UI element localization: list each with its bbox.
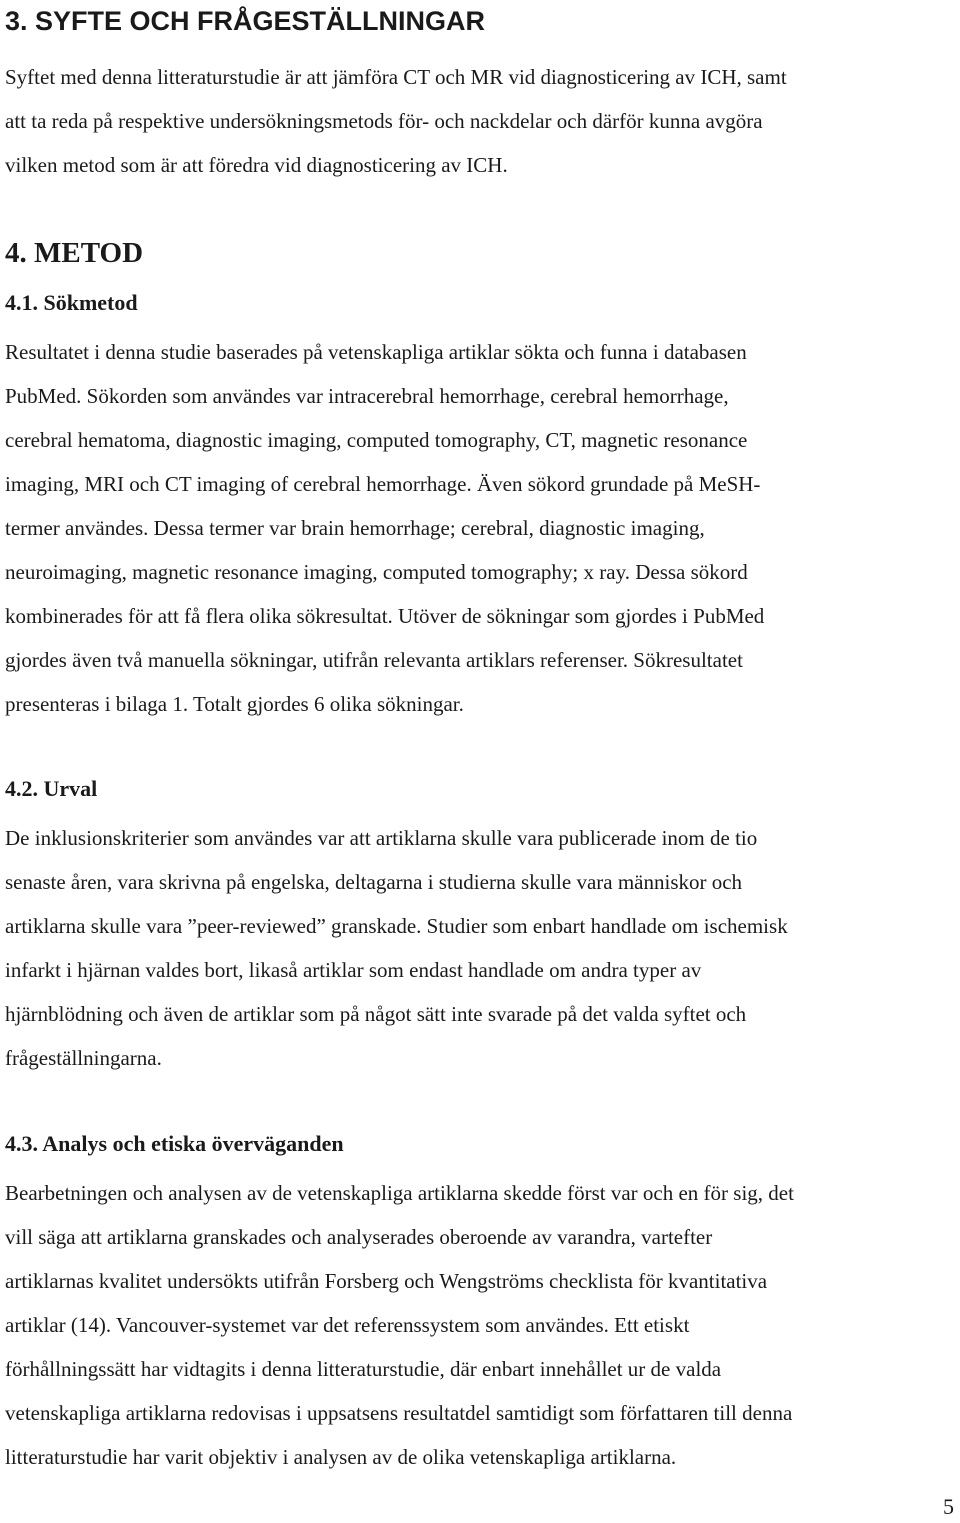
section-4-heading: 4. METOD — [5, 237, 144, 269]
paragraph-line: vetenskapliga artiklarna redovisas i uppsatsens resultatdel samtidigt som författaren till denna — [5, 1401, 793, 1425]
section-3-paragraph — [5, 55, 955, 187]
section-4-1-paragraph — [5, 330, 955, 726]
paragraph-line: PubMed. Sökorden som användes var intracerebral hemorrhage, cerebral hemorrhage, — [5, 384, 729, 408]
paragraph-line: artiklarnas kvalitet undersökts utifrån Forsberg och Wengströms checklista för kvantitativa — [5, 1269, 768, 1293]
paragraph-line: imaging, MRI och CT imaging of cerebral hemorrhage. Även sökord grundade på MeSH- — [5, 472, 761, 496]
paragraph-line: senaste åren, vara skrivna på engelska, deltagarna i studierna skulle vara människor och — [5, 870, 743, 894]
paragraph-line: termer användes. Dessa termer var brain hemorrhage; cerebral, diagnostic imaging, — [5, 516, 705, 540]
paragraph-line: cerebral hematoma, diagnostic imaging, computed tomography, CT, magnetic resonance — [5, 428, 748, 452]
section-4-3-paragraph — [5, 1171, 955, 1479]
paragraph-line: Syftet med denna litteraturstudie är att jämföra CT och MR vid diagnosticering av ICH, samt — [5, 65, 787, 89]
paragraph-line: Bearbetningen och analysen av de vetenskapliga artiklarna skedde först var och en för sig, det — [5, 1181, 794, 1205]
paragraph-line: kombinerades för att få flera olika sökresultat. Utöver de sökningar som gjordes i PubMed — [5, 604, 765, 628]
paragraph-line: infarkt i hjärnan valdes bort, likaså artiklar som endast handlade om andra typer av — [5, 958, 702, 982]
section-4-3-heading: 4.3. Analys och etiska överväganden — [5, 1131, 344, 1156]
paragraph-line: neuroimaging, magnetic resonance imaging, computed tomography; x ray. Dessa sökord — [5, 560, 748, 584]
paragraph-line: vilken metod som är att föredra vid diagnosticering av ICH. — [5, 153, 508, 177]
paragraph-line: artiklarna skulle vara ”peer-reviewed” granskade. Studier som enbart handlade om ischemisk — [5, 914, 788, 938]
paragraph-line: förhållningssätt har vidtagits i denna litteraturstudie, där enbart innehållet ur de valda — [5, 1357, 722, 1381]
paragraph-line: vill säga att artiklarna granskades och analyserades oberoende av varandra, vartefter — [5, 1225, 713, 1249]
paragraph-line: att ta reda på respektive undersökningsmetods för- och nackdelar och därför kunna avgöra — [5, 109, 763, 133]
section-4-2-heading: 4.2. Urval — [5, 776, 98, 801]
section-4-2-paragraph — [5, 816, 955, 1080]
paragraph-line: hjärnblödning och även de artiklar som på något sätt inte svarade på det valda syftet och — [5, 1002, 747, 1026]
paragraph-line: litteraturstudie har varit objektiv i analysen av de olika vetenskapliga artiklarna. — [5, 1445, 677, 1469]
page-number: 5 — [943, 1494, 954, 1519]
paragraph-line: Resultatet i denna studie baserades på vetenskapliga artiklar sökta och funna i databasen — [5, 340, 747, 364]
paragraph-line: presenteras i bilaga 1. Totalt gjordes 6 olika sökningar. — [5, 692, 464, 716]
paragraph-line: gjordes även två manuella sökningar, utifrån relevanta artiklars referenser. Sökresultatet — [5, 648, 743, 672]
paragraph-line: De inklusionskriterier som användes var att artiklarna skulle vara publicerade inom de tio — [5, 826, 758, 850]
paragraph-line: frågeställningarna. — [5, 1046, 162, 1070]
paragraph-line: artiklar (14). Vancouver-systemet var det referenssystem som användes. Ett etiskt — [5, 1313, 690, 1337]
section-3-heading: 3. SYFTE OCH FRÅGESTÄLLNINGAR — [5, 6, 486, 36]
section-4-1-heading: 4.1. Sökmetod — [5, 290, 138, 315]
